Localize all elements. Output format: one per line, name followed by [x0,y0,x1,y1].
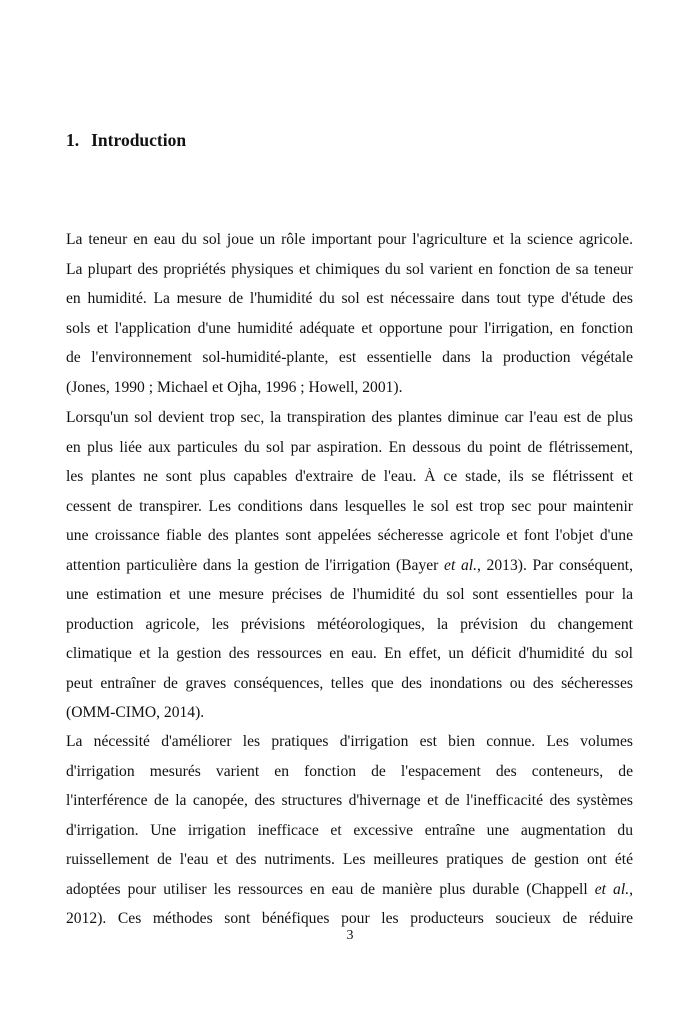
page-number: 3 [346,928,354,943]
text-line: (Jones, 1990 ; Michael et Ojha, 1996 ; Howell, 2001). [66,378,403,396]
section-heading [66,130,186,151]
text-line: une croissance fiable des plantes sont appelées sécheresse agricole et font l'objet d'une [66,527,633,544]
text-line: La teneur en eau du sol joue un rôle important pour l'agriculture et la science agricole. [66,231,633,248]
text-line: climatique et la gestion des ressources en eau. En effet, un déficit d'humidité du sol [66,645,633,662]
section-title: Introduction [91,130,187,150]
text-line: 2012). Ces méthodes sont bénéfiques pour les producteurs soucieux de réduire [66,910,633,927]
text-line: de l'environnement sol-humidité-plante, est essentielle dans la production végétale [66,349,633,366]
paragraph-3 [66,733,633,940]
text-line: Lorsqu'un sol devient trop sec, la transpiration des plantes diminue car l'eau est de plus [66,409,633,426]
text-line: La nécessité d'améliorer les pratiques d'irrigation est bien connue. Les volumes [66,733,633,750]
section-number: 1. [66,130,80,150]
text-line: en plus liée aux particules du sol par aspiration. En dessous du point de flétrissement, [66,438,633,456]
text-line: peut entraîner de graves conséquences, telles que des inondations ou des sécheresses [66,674,633,692]
text-line: ruissellement de l'eau et des nutriments. Les meilleures pratiques de gestion ont été [66,851,633,868]
citation-et-al: et al. [444,556,477,574]
paragraph-2 [66,409,633,734]
text-line: attention particulière dans la gestion de l'irrigation (Bayer et al., 2013). Par conséquent, [66,556,633,574]
text-line: (OMM-CIMO, 2014). [66,704,205,721]
text-line: d'irrigation mesurés varient en fonction de l'espacement des conteneurs, de [66,762,633,780]
text-line: en humidité. La mesure de l'humidité du sol est nécessaire dans tout type d'étude des [66,290,633,307]
text-line: La plupart des propriétés physiques et chimiques du sol varient en fonction de sa teneur [66,260,633,278]
text-line: une estimation et une mesure précises de l'humidité du sol sont essentielles pour la [66,586,633,603]
text-line: l'interférence de la canopée, des structures d'hivernage et de l'inefficacité des systèmes [66,792,633,809]
text-line: production agricole, les prévisions météorologiques, la prévision du changement [66,615,633,633]
text-line: adoptées pour utiliser les ressources en eau de manière plus durable (Chappell et al., [66,880,633,898]
text-line: les plantes ne sont plus capables d'extraire de l'eau. À ce stade, ils se flétrissent et [66,468,633,485]
paragraph-1 [66,231,633,408]
citation-et-al: et al., [594,880,633,898]
text-line: cessent de transpirer. Les conditions dans lesquelles le sol est trop sec pour maintenir [66,497,633,515]
text-line: d'irrigation. Une irrigation inefficace et excessive entraîne une augmentation du [66,821,633,839]
text-line: sols et l'application d'une humidité adéquate et opportune pour l'irrigation, en fonction [66,319,633,337]
